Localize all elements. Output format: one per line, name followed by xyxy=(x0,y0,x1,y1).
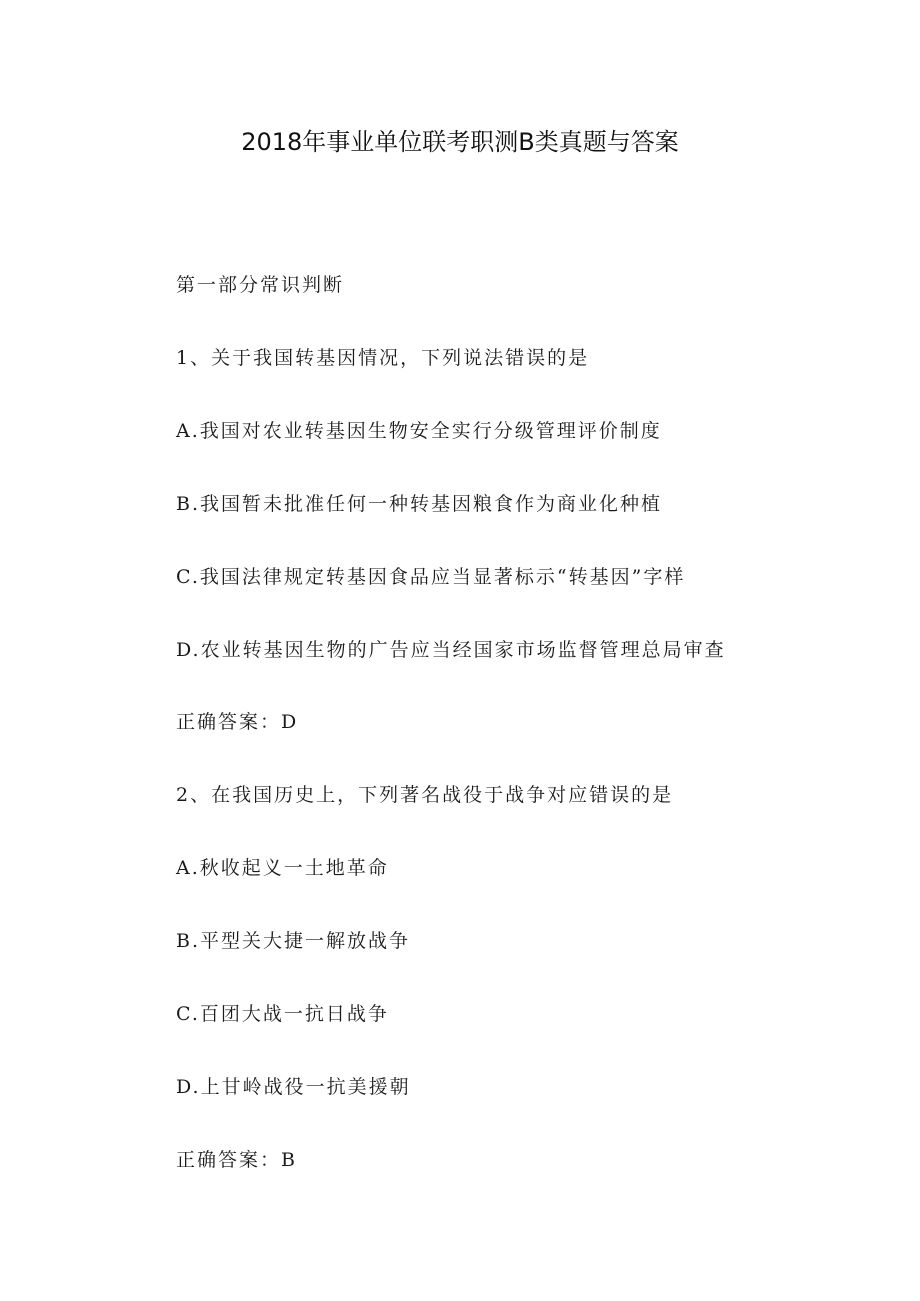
question-1-option-b: B.我国暂未批准任何一种转基因粮食作为商业化种植 xyxy=(176,493,663,515)
question-1-option-c: C.我国法律规定转基因食品应当显著标示“转基因”字样 xyxy=(176,566,686,588)
question-2-option-c: C.百团大战一抗日战争 xyxy=(176,1003,389,1025)
question-1-option-d: D.农业转基因生物的广告应当经国家市场监督管理总局审查 xyxy=(176,639,726,661)
document-title: 2018年事业单位联考职测B类真题与答案 xyxy=(241,128,679,156)
question-1-stem: 1、关于我国转基因情况，下列说法错误的是 xyxy=(176,347,590,369)
question-2-option-b: B.平型关大捷一解放战争 xyxy=(176,930,411,952)
question-2-answer: 正确答案：B xyxy=(176,1149,297,1171)
question-2-stem: 2、在我国历史上，下列著名战役于战争对应错误的是 xyxy=(176,784,674,806)
question-1-answer: 正确答案：D xyxy=(176,711,299,733)
question-2-option-a: A.秋收起义一土地革命 xyxy=(176,857,389,879)
question-1-option-a: A.我国对农业转基因生物安全实行分级管理评价制度 xyxy=(176,420,662,442)
question-2-option-d: D.上甘岭战役一抗美援朝 xyxy=(176,1076,411,1098)
section-heading: 第一部分常识判断 xyxy=(176,274,345,296)
